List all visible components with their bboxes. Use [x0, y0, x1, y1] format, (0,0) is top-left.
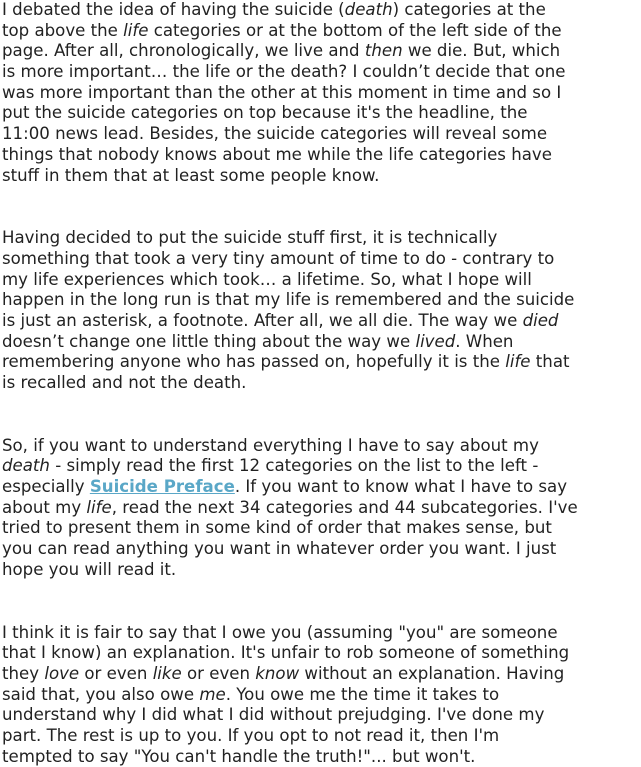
text-line: 11:00 news lead. Besides, the suicide categories will reveal some: [2, 124, 627, 145]
text-line: that I know) an explanation. It's unfair to rob someone of something: [2, 643, 627, 664]
text-line: understand why I did what I did without prejudging. I've done my: [2, 705, 627, 726]
text-line: especially Suicide Preface. If you want to know what I have to say: [2, 477, 627, 498]
text-line: happen in the long run is that my life is remembered and the suicide: [2, 290, 627, 311]
text-line: you can read anything you want in whatever order you want. I just: [2, 539, 627, 560]
paragraph-3: [2, 436, 627, 581]
text-line: is more important… the life or the death? I couldn’t decide that one: [2, 62, 627, 83]
paragraph-1: [2, 0, 627, 186]
text-line: put the suicide categories on top because it's the headline, the: [2, 103, 627, 124]
text-line: I debated the idea of having the suicide (death) categories at the: [2, 0, 627, 21]
paragraph-4: [2, 623, 627, 767]
text-line: Having decided to put the suicide stuff first, it is technically: [2, 228, 627, 249]
text-line: is just an asterisk, a footnote. After all, we all die. The way we died: [2, 311, 627, 332]
text-line: top above the life categories or at the bottom of the left side of the: [2, 21, 627, 42]
text-line: I think it is fair to say that I owe you (assuming "you" are someone: [2, 623, 627, 644]
text-line: hope you will read it.: [2, 560, 627, 581]
text-line: about my life, read the next 34 categories and 44 subcategories. I've: [2, 498, 627, 519]
suicide-preface-link[interactable]: Suicide Preface: [90, 477, 235, 496]
text-line: they love or even like or even know without an explanation. Having: [2, 664, 627, 685]
text-line: page. After all, chronologically, we live and then we die. But, which: [2, 41, 627, 62]
text-line: was more important than the other at this moment in time and so I: [2, 83, 627, 104]
text-line: So, if you want to understand everything I have to say about my: [2, 436, 627, 457]
text-line: something that took a very tiny amount of time to do - contrary to: [2, 249, 627, 270]
text-line: things that nobody knows about me while the life categories have: [2, 145, 627, 166]
text-line: said that, you also owe me. You owe me the time it takes to: [2, 685, 627, 706]
text-line: stuff in them that at least some people know.: [2, 166, 627, 187]
text-line: tried to present them in some kind of order that makes sense, but: [2, 518, 627, 539]
text-line: my life experiences which took… a lifetime. So, what I hope will: [2, 270, 627, 291]
article-body: [2, 0, 627, 767]
text-line: is recalled and not the death.: [2, 373, 627, 394]
text-line: death - simply read the first 12 categories on the list to the left -: [2, 456, 627, 477]
text-line: doesn’t change one little thing about the way we lived. When: [2, 332, 627, 353]
text-line: remembering anyone who has passed on, hopefully it is the life that: [2, 352, 627, 373]
text-line: part. The rest is up to you. If you opt to not read it, then I'm: [2, 726, 627, 747]
text-line: tempted to say "You can't handle the truth!"... but won't.: [2, 747, 627, 767]
paragraph-2: [2, 228, 627, 394]
